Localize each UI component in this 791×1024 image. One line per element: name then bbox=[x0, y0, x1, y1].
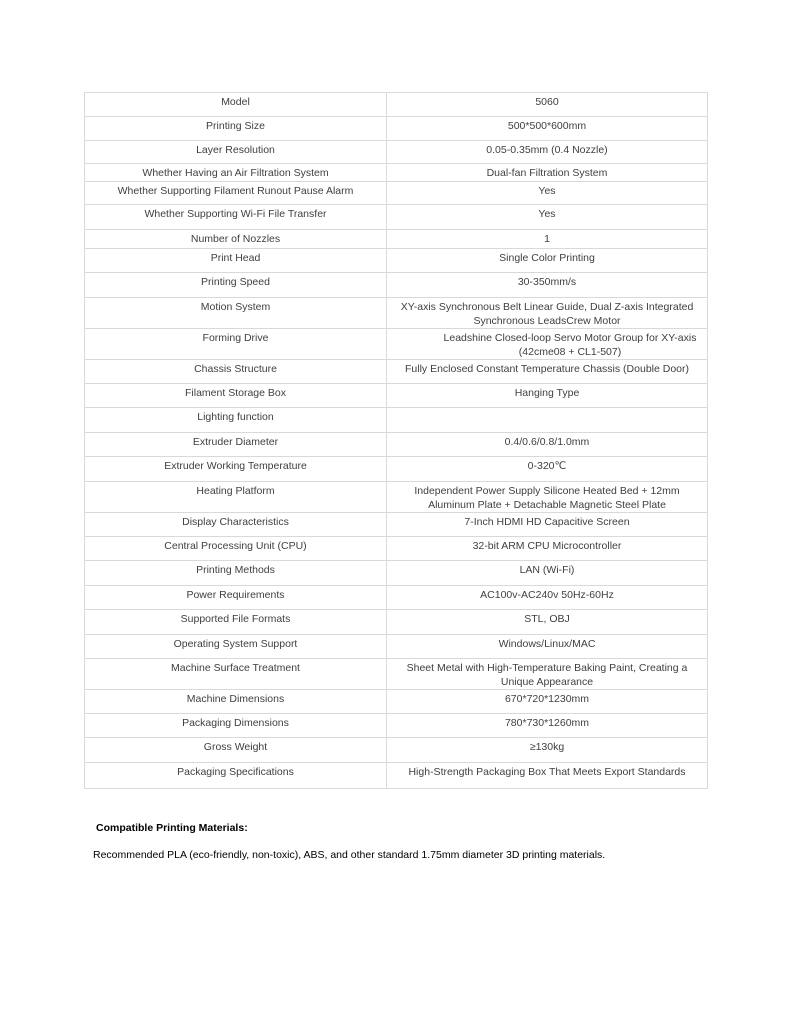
spec-label: Machine Dimensions bbox=[85, 690, 387, 714]
spec-label: Heating Platform bbox=[85, 482, 387, 513]
table-row bbox=[85, 329, 708, 360]
spec-label: Central Processing Unit (CPU) bbox=[85, 537, 387, 561]
table-row bbox=[85, 763, 708, 789]
spec-value: 670*720*1230mm bbox=[387, 690, 708, 714]
spec-value: STL, OBJ bbox=[387, 610, 708, 635]
spec-value: AC100v-AC240v 50Hz-60Hz bbox=[387, 586, 708, 610]
spec-value: Independent Power Supply Silicone Heated Bed + 12mm Aluminum Plate + Detachable Magnetic Steel Plate bbox=[387, 482, 708, 513]
table-row bbox=[85, 561, 708, 586]
spec-label: Extruder Working Temperature bbox=[85, 457, 387, 482]
spec-value: 30-350mm/s bbox=[387, 273, 708, 298]
table-row bbox=[85, 714, 708, 738]
spec-label: Lighting function bbox=[85, 408, 387, 433]
spec-value: LAN (Wi-Fi) bbox=[387, 561, 708, 586]
spec-label: Chassis Structure bbox=[85, 360, 387, 384]
table-row bbox=[85, 586, 708, 610]
table-row bbox=[85, 117, 708, 141]
table-row bbox=[85, 433, 708, 457]
spec-label: Display Characteristics bbox=[85, 513, 387, 537]
spec-value: 0.4/0.6/0.8/1.0mm bbox=[387, 433, 708, 457]
table-row bbox=[85, 205, 708, 230]
spec-value: 780*730*1260mm bbox=[387, 714, 708, 738]
spec-value: Windows/Linux/MAC bbox=[387, 635, 708, 659]
table-row bbox=[85, 141, 708, 164]
spec-value: 0-320℃ bbox=[387, 457, 708, 482]
spec-value: Single Color Printing bbox=[387, 249, 708, 273]
spec-label: Whether Supporting Wi-Fi File Transfer bbox=[85, 205, 387, 230]
materials-heading: Compatible Printing Materials: bbox=[96, 822, 248, 834]
materials-text: Recommended PLA (eco-friendly, non-toxic), ABS, and other standard 1.75mm diameter 3D printing materials. bbox=[93, 849, 606, 861]
spec-label: Printing Size bbox=[85, 117, 387, 141]
table-row bbox=[85, 457, 708, 482]
spec-value: ≥130kg bbox=[387, 738, 708, 763]
spec-label: Model bbox=[85, 93, 387, 117]
table-row bbox=[85, 298, 708, 329]
spec-value: 32-bit ARM CPU Microcontroller bbox=[387, 537, 708, 561]
spec-label: Extruder Diameter bbox=[85, 433, 387, 457]
table-row bbox=[85, 610, 708, 635]
table-row bbox=[85, 537, 708, 561]
spec-label: Packaging Dimensions bbox=[85, 714, 387, 738]
spec-value: Hanging Type bbox=[387, 384, 708, 408]
spec-label: Print Head bbox=[85, 249, 387, 273]
spec-table bbox=[84, 92, 708, 789]
spec-label: Printing Speed bbox=[85, 273, 387, 298]
spec-label: Motion System bbox=[85, 298, 387, 329]
spec-label: Number of Nozzles bbox=[85, 230, 387, 249]
table-row bbox=[85, 93, 708, 117]
spec-label: Printing Methods bbox=[85, 561, 387, 586]
table-row bbox=[85, 690, 708, 714]
spec-label: Power Requirements bbox=[85, 586, 387, 610]
table-row bbox=[85, 408, 708, 433]
spec-value: Sheet Metal with High-Temperature Baking Paint, Creating a Unique Appearance bbox=[387, 659, 708, 690]
spec-label: Whether Having an Air Filtration System bbox=[85, 164, 387, 182]
spec-value bbox=[387, 408, 708, 433]
spec-value: Dual-fan Filtration System bbox=[387, 164, 708, 182]
table-row bbox=[85, 249, 708, 273]
spec-label: Whether Supporting Filament Runout Pause Alarm bbox=[85, 182, 387, 205]
spec-value: High-Strength Packaging Box That Meets Export Standards bbox=[387, 763, 708, 789]
table-row bbox=[85, 659, 708, 690]
spec-label: Packaging Specifications bbox=[85, 763, 387, 789]
spec-label: Filament Storage Box bbox=[85, 384, 387, 408]
spec-value: XY-axis Synchronous Belt Linear Guide, Dual Z-axis Integrated Synchronous LeadsCrew Motor bbox=[387, 298, 708, 329]
table-row bbox=[85, 230, 708, 249]
spec-value: 500*500*600mm bbox=[387, 117, 708, 141]
spec-value: 5060 bbox=[387, 93, 708, 117]
spec-label: Forming Drive bbox=[85, 329, 387, 360]
spec-label: Supported File Formats bbox=[85, 610, 387, 635]
table-row bbox=[85, 513, 708, 537]
spec-label: Operating System Support bbox=[85, 635, 387, 659]
spec-value: 0.05-0.35mm (0.4 Nozzle) bbox=[387, 141, 708, 164]
table-row bbox=[85, 738, 708, 763]
spec-value: 1 bbox=[387, 230, 708, 249]
spec-value: Fully Enclosed Constant Temperature Chassis (Double Door) bbox=[387, 360, 708, 384]
spec-value: Yes bbox=[387, 182, 708, 205]
spec-label: Layer Resolution bbox=[85, 141, 387, 164]
table-row bbox=[85, 182, 708, 205]
table-row bbox=[85, 384, 708, 408]
table-row bbox=[85, 164, 708, 182]
spec-label: Gross Weight bbox=[85, 738, 387, 763]
spec-value: Yes bbox=[387, 205, 708, 230]
table-row bbox=[85, 482, 708, 513]
table-row bbox=[85, 360, 708, 384]
spec-label: Machine Surface Treatment bbox=[85, 659, 387, 690]
spec-value: 7-Inch HDMI HD Capacitive Screen bbox=[387, 513, 708, 537]
table-row bbox=[85, 273, 708, 298]
table-row bbox=[85, 635, 708, 659]
spec-value: Leadshine Closed-loop Servo Motor Group for XY-axis (42cme08 + CL1-507) bbox=[387, 329, 708, 360]
